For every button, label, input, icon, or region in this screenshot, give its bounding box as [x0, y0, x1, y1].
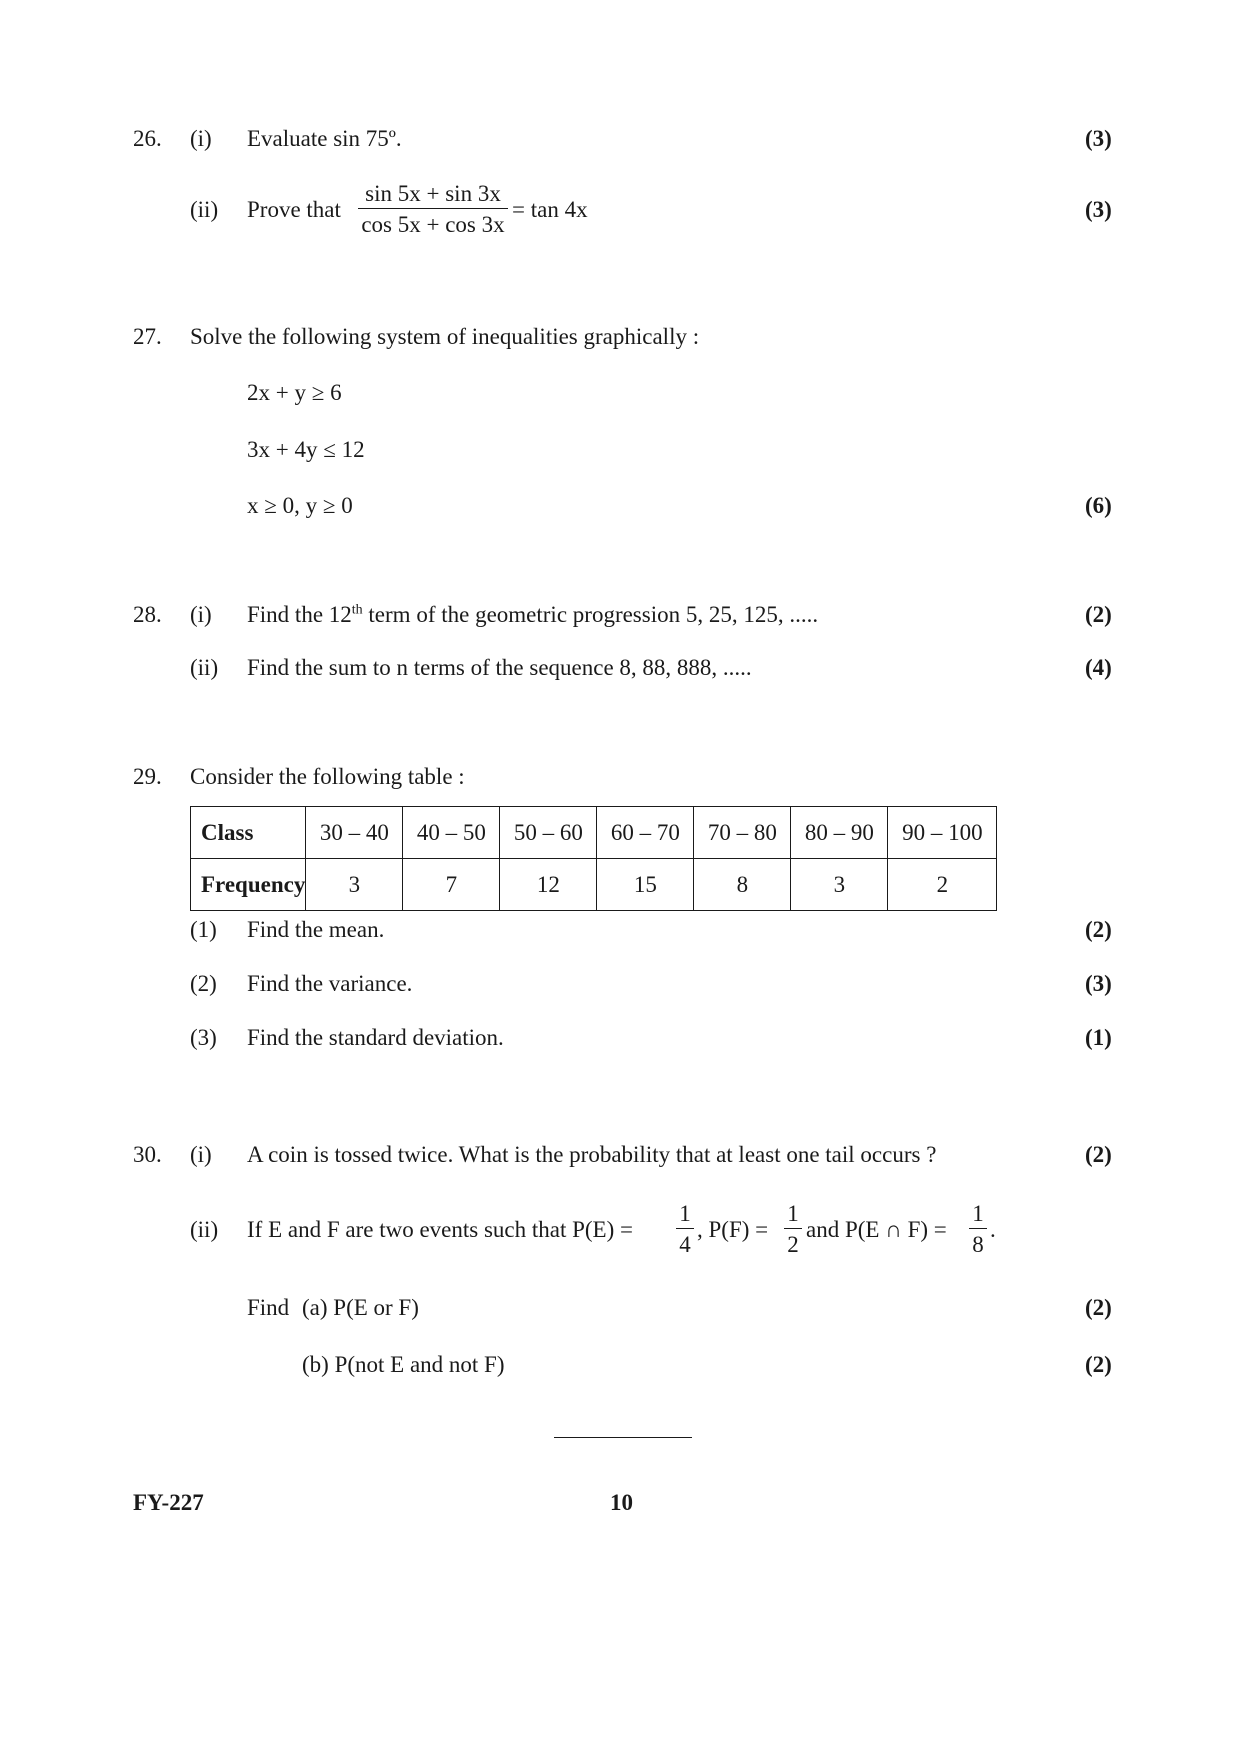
q27-inequality-3: x ≥ 0, y ≥ 0: [247, 493, 353, 518]
q28-ii-label: (ii): [190, 655, 219, 680]
q29-part-2-text: Find the variance.: [247, 971, 413, 996]
q30-b-text: (b) P(not E and not F): [302, 1352, 505, 1377]
q30-find: Find: [247, 1295, 290, 1320]
frequency-cell: 2: [888, 859, 997, 911]
end-divider: [554, 1437, 692, 1438]
class-cell: 70 – 80: [694, 807, 791, 859]
q29-part-3-label: (3): [190, 1025, 217, 1050]
q30-number: 30.: [133, 1142, 162, 1167]
q30-ii-text-3: and P(E ∩ F) =: [806, 1217, 947, 1242]
q30-a-text: (a) P(E or F): [302, 1295, 419, 1320]
q27-inequality-2: 3x + 4y ≤ 12: [247, 437, 365, 462]
q28-ii-marks: (4): [1085, 655, 1112, 680]
class-cell: 80 – 90: [791, 807, 888, 859]
q27-number: 27.: [133, 324, 162, 349]
q27-text: Solve the following system of inequalities graphically :: [190, 324, 700, 349]
frequency-cell: 7: [403, 859, 500, 911]
table-row-class: [191, 807, 997, 859]
frequency-cell: 15: [597, 859, 694, 911]
frequency-cell: 8: [694, 859, 791, 911]
q30-ii-text-2: , P(F) =: [697, 1217, 769, 1242]
q26-ii-rhs: = tan 4x: [512, 197, 588, 222]
q28-number: 28.: [133, 602, 162, 627]
frequency-cell: 3: [791, 859, 888, 911]
class-cell: 90 – 100: [888, 807, 997, 859]
q26-number: 26.: [133, 126, 162, 151]
q26-ii-numerator: sin 5x + sin 3x: [365, 181, 501, 206]
q29-part-1-marks: (2): [1085, 917, 1112, 942]
q29-part-3-marks: (1): [1085, 1025, 1112, 1050]
q30-i-text: A coin is tossed twice. What is the probability that at least one tail occurs ?: [247, 1142, 937, 1167]
q26-i-marks: (3): [1085, 126, 1112, 151]
q30-i-marks: (2): [1085, 1142, 1112, 1167]
q30-ii-text-4: .: [990, 1217, 996, 1242]
q26-ii-denominator: cos 5x + cos 3x: [361, 212, 505, 237]
page-number: 10: [610, 1490, 633, 1515]
q30-i-label: (i): [190, 1142, 212, 1167]
q26-i-label: (i): [190, 126, 212, 151]
class-cell: 40 – 50: [403, 807, 500, 859]
q29-text: Consider the following table :: [190, 764, 465, 789]
table-header-class: Class: [191, 807, 306, 859]
q28-i-text: Find the 12th term of the geometric progression 5, 25, 125, .....: [247, 602, 819, 627]
frequency-table: [190, 806, 997, 911]
q26-ii-marks: (3): [1085, 197, 1112, 222]
q28-ii-text: Find the sum to n terms of the sequence 8, 88, 888, .....: [247, 655, 752, 680]
q27-marks: (6): [1085, 493, 1112, 518]
q27-inequality-1: 2x + y ≥ 6: [247, 380, 342, 405]
footer-code: FY-227: [133, 1490, 204, 1515]
q30-ii-text-1: If E and F are two events such that P(E) =: [247, 1217, 633, 1242]
q28-i-marks: (2): [1085, 602, 1112, 627]
q30-ii-fraction-1: 1 4: [676, 1202, 694, 1256]
q29-part-3-text: Find the standard deviation.: [247, 1025, 504, 1050]
q30-a-marks: (2): [1085, 1295, 1112, 1320]
q26-ii-fraction: [358, 182, 508, 236]
q28-i-label: (i): [190, 602, 212, 627]
class-cell: 50 – 60: [500, 807, 597, 859]
table-header-frequency: Frequency: [191, 859, 306, 911]
frequency-cell: 3: [306, 859, 403, 911]
q28-i-superscript: th: [351, 602, 363, 618]
class-cell: 30 – 40: [306, 807, 403, 859]
q26-ii-lead: Prove that: [247, 197, 341, 222]
frequency-cell: 12: [500, 859, 597, 911]
q29-part-2-marks: (3): [1085, 971, 1112, 996]
class-cell: 60 – 70: [597, 807, 694, 859]
q30-ii-label: (ii): [190, 1217, 219, 1242]
q26-i-text: Evaluate sin 75º.: [247, 126, 402, 151]
table-row-frequency: [191, 859, 997, 911]
q30-b-marks: (2): [1085, 1352, 1112, 1377]
q30-ii-fraction-3: 1 8: [969, 1202, 987, 1256]
q29-part-1-text: Find the mean.: [247, 917, 385, 942]
q29-part-1-label: (1): [190, 917, 217, 942]
q30-ii-fraction-2: 1 2: [784, 1202, 802, 1256]
q29-number: 29.: [133, 764, 162, 789]
q29-part-2-label: (2): [190, 971, 217, 996]
q26-ii-label: (ii): [190, 197, 219, 222]
